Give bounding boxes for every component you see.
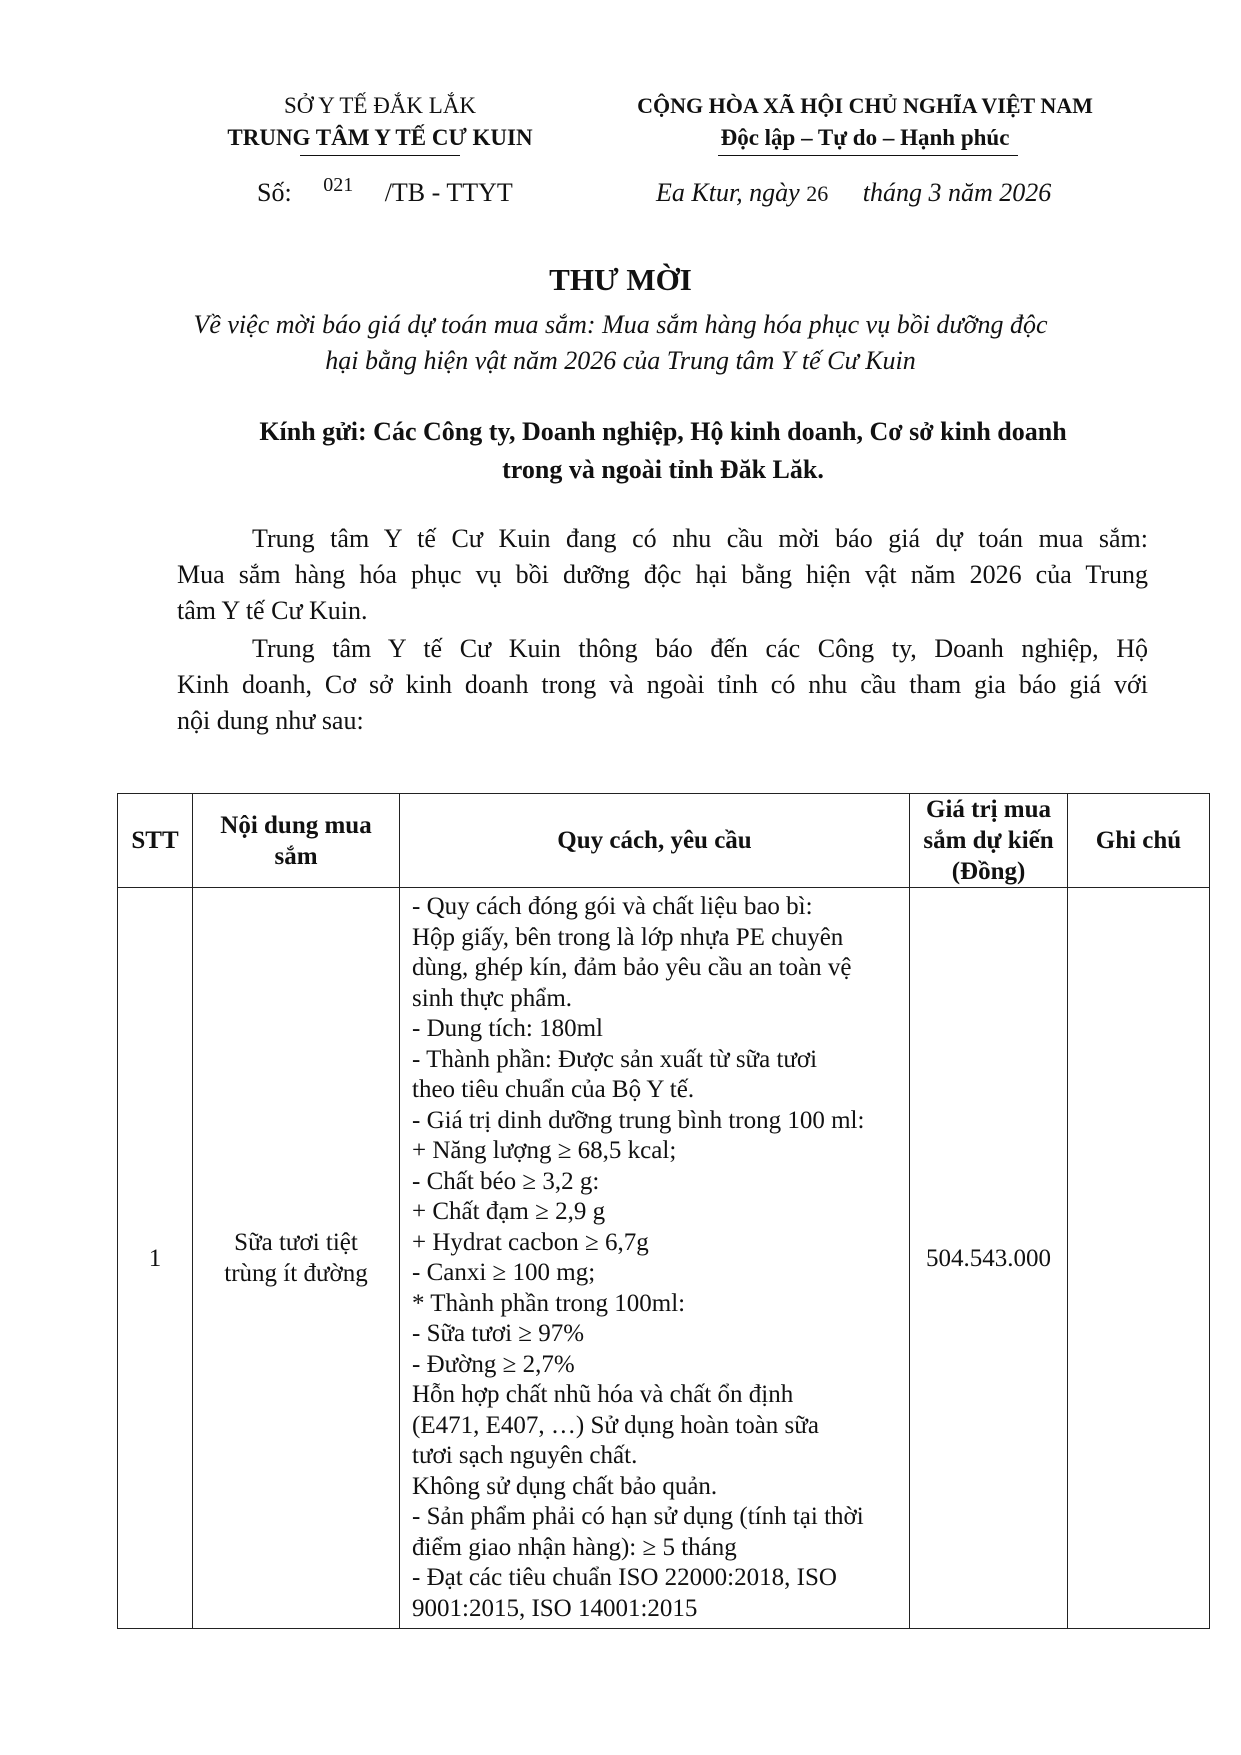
recipient-line-2: trong và ngoài tỉnh Đăk Lăk.	[502, 455, 824, 484]
unit-underline	[300, 155, 460, 156]
row-stt: 1	[118, 888, 193, 1629]
spec-line: (E471, E407, …) Sử dụng hoàn toàn sữa	[412, 1411, 819, 1439]
header-left	[160, 90, 600, 154]
spec-line: - Quy cách đóng gói và chất liệu bao bì:	[412, 893, 813, 920]
spec-line: dùng, ghép kín, đảm bảo yêu cầu an toàn vệ	[412, 954, 852, 981]
header-value-line-2: sắm dự kiến	[923, 827, 1054, 854]
paragraph-2	[177, 631, 1148, 739]
date-rest: tháng 3 năm 2026	[862, 178, 1052, 207]
header-content	[193, 794, 400, 888]
spec-line: - Giá trị dinh dưỡng trung bình trong 100 ml:	[412, 1106, 865, 1134]
row-content-line-1: Sữa tươi tiệt	[234, 1229, 358, 1256]
header-stt: STT	[118, 794, 193, 888]
spec-line: + Hydrat cacbon ≥ 6,7g	[412, 1228, 649, 1256]
spec-line: - Canxi ≥ 100 mg;	[412, 1259, 596, 1286]
paragraph-1-line-3: tâm Y tế Cư Kuin.	[177, 596, 368, 625]
spec-line: - Thành phần: Được sản xuất từ sữa tươi	[412, 1045, 818, 1073]
row-content-line-2: trùng ít đường	[224, 1260, 368, 1287]
recipient-line-1: Kính gửi: Các Công ty, Doanh nghiệp, Hộ kinh doanh, Cơ sở kinh doanh	[259, 417, 1067, 446]
spec-line: Hộp giấy, bên trong là lớp nhựa PE chuyên	[412, 923, 844, 951]
spec-line: - Dung tích: 180ml	[412, 1015, 603, 1042]
spec-line: Không sử dụng chất bảo quản.	[412, 1472, 718, 1500]
row-content	[193, 888, 400, 1629]
document-subtitle	[0, 307, 1241, 379]
date-place: Ea Ktur, ngày	[656, 178, 800, 207]
spec-line: 9001:2015, ISO 14001:2015	[412, 1594, 698, 1622]
paragraph-1-line-2: Mua sắm hàng hóa phục vụ bồi dưỡng độc hại bằng hiện vật năm 2026 của Trung	[177, 560, 1148, 589]
unit-name: TRUNG TÂM Y TẾ CƯ KUIN	[227, 125, 533, 150]
date-day: 26	[806, 181, 829, 206]
spec-line: sinh thực phẩm.	[412, 984, 573, 1012]
header-right	[630, 90, 1100, 154]
row-spec	[400, 888, 910, 1629]
motto: Độc lập – Tự do – Hạnh phúc	[720, 125, 1010, 150]
motto-underline	[718, 155, 1018, 156]
number-prefix: Số:	[257, 178, 292, 207]
spec-line: - Đạt các tiêu chuẩn ISO 22000:2018, ISO	[412, 1564, 837, 1591]
nation-name: CỘNG HÒA XÃ HỘI CHỦ NGHĨA VIỆT NAM	[637, 93, 1093, 118]
spec-line: Hỗn hợp chất nhũ hóa và chất ổn định	[412, 1381, 794, 1408]
spec-line: + Chất đạm ≥ 2,9 g	[412, 1198, 606, 1225]
header-value-line-3: (Đồng)	[951, 858, 1026, 885]
subtitle-line-2: hại bằng hiện vật năm 2026 của Trung tâm Y tế Cư Kuin	[325, 346, 916, 375]
header-content-line-1: Nội dung mua	[220, 811, 372, 839]
paragraph-2-line-2: Kinh doanh, Cơ sở kinh doanh trong và ngoài tỉnh có nhu cầu tham gia báo giá với	[177, 670, 1148, 699]
procurement-table	[117, 793, 1210, 1629]
spec-line: - Sữa tươi ≥ 97%	[412, 1320, 585, 1347]
number-value: 021	[323, 174, 354, 196]
spec-line: - Chất béo ≥ 3,2 g:	[412, 1167, 600, 1195]
header-note: Ghi chú	[1068, 794, 1210, 888]
row-note	[1068, 888, 1210, 1629]
table-row	[118, 888, 1210, 1629]
paragraph-1-line-1: Trung tâm Y tế Cư Kuin đang có nhu cầu mời báo giá dự toán mua sắm:	[252, 524, 1148, 553]
header-content-line-2: sắm	[274, 842, 318, 870]
paragraph-2-line-3: nội dung như sau:	[177, 706, 364, 735]
spec-line: theo tiêu chuẩn của Bộ Y tế.	[412, 1076, 695, 1103]
recipient-block	[0, 413, 1241, 489]
spec-line: + Năng lượng ≥ 68,5 kcal;	[412, 1137, 677, 1164]
header-value-line-1: Giá trị mua	[926, 796, 1051, 823]
document-number	[257, 174, 513, 208]
agency-name: SỞ Y TẾ ĐẮK LẮK	[283, 93, 477, 118]
header-spec: Quy cách, yêu cầu	[400, 794, 910, 888]
header-value	[910, 794, 1068, 888]
spec-line: - Đường ≥ 2,7%	[412, 1350, 575, 1378]
spec-line: tươi sạch nguyên chất.	[412, 1442, 638, 1469]
table-header-row	[118, 794, 1210, 888]
document-title: THƯ MỜI	[549, 262, 692, 297]
spec-line: điểm giao nhận hàng): ≥ 5 tháng	[412, 1533, 737, 1561]
paragraph-1	[177, 521, 1148, 629]
spec-line: * Thành phần trong 100ml:	[412, 1289, 686, 1317]
number-suffix: /TB - TTYT	[384, 178, 513, 207]
subtitle-line-1: Về việc mời báo giá dự toán mua sắm: Mua sắm hàng hóa phục vụ bồi dưỡng độc	[193, 310, 1048, 339]
paragraph-2-line-1: Trung tâm Y tế Cư Kuin thông báo đến các Công ty, Doanh nghiệp, Hộ	[252, 634, 1148, 663]
date-line	[656, 178, 1051, 208]
spec-line: - Sản phẩm phải có hạn sử dụng (tính tại thời	[412, 1503, 864, 1530]
row-value: 504.543.000	[910, 888, 1068, 1629]
